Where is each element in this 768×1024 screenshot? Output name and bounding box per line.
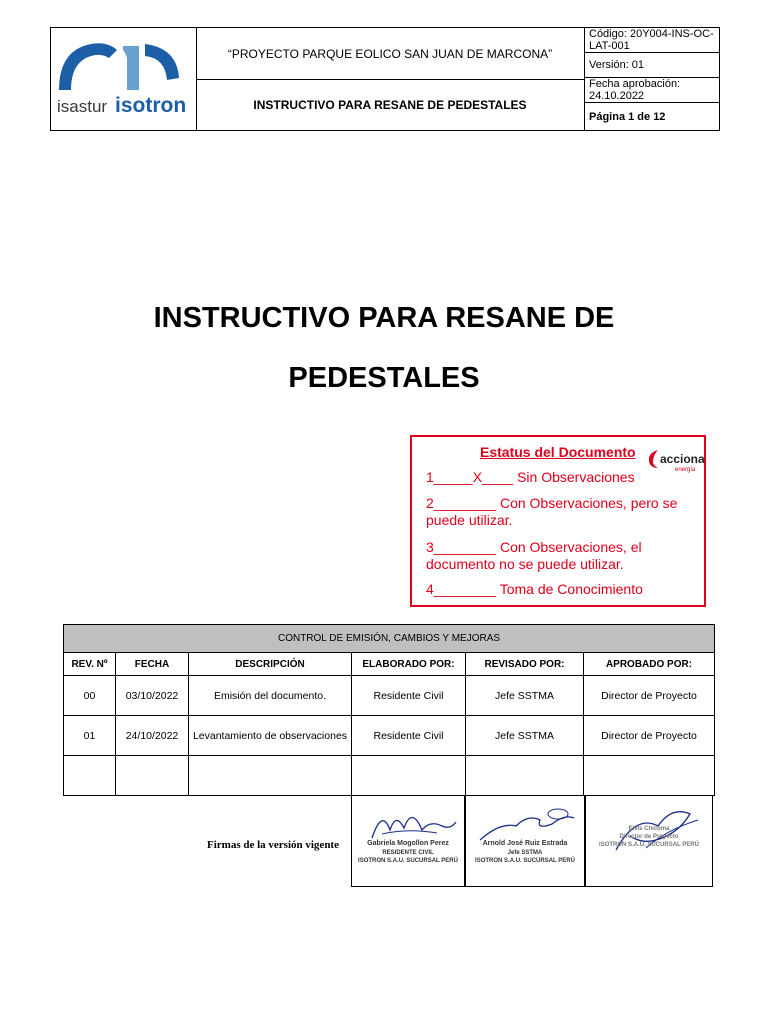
doc-version: Versión: 01	[584, 53, 719, 78]
signature-box-aprobado	[585, 795, 713, 887]
acciona-brand-sub: energía	[675, 467, 696, 473]
header-middle	[196, 28, 585, 130]
signature-box-revisado	[465, 795, 585, 887]
cell-fecha	[116, 756, 189, 796]
signer-2-role: Jefe SSTMA	[507, 850, 543, 856]
document-title-line1: INSTRUCTIVO PARA RESANE DE	[153, 302, 615, 334]
brand-isotron: isotron	[115, 94, 187, 117]
header-meta	[584, 28, 719, 130]
document-header	[50, 27, 720, 131]
doc-code: Código: 20Y004-INS-OC-LAT-001	[584, 28, 719, 53]
cell-rev: 01	[64, 716, 116, 756]
cell-descripcion: Emisión del documento.	[189, 676, 352, 716]
cell-descripcion: Levantamiento de observaciones	[189, 716, 352, 756]
signer-3-role: Director de Proyecto	[619, 834, 679, 840]
cell-elaborado: Residente Civil	[352, 676, 466, 716]
header-descripcion: DESCRIPCIÓN	[189, 653, 352, 676]
status-item-1: 1_____X____ Sin Observaciones	[426, 469, 635, 485]
brand-isastur: isastur	[57, 97, 108, 116]
table-row	[64, 756, 715, 796]
cell-aprobado	[584, 756, 715, 796]
status-item-2: 2________ Con Observaciones, pero se puede utilizar.	[426, 495, 678, 528]
header-fecha: FECHA	[116, 653, 189, 676]
approval-date: Fecha aprobación: 24.10.2022	[584, 78, 719, 103]
signer-3-company: ISOTRON S.A.U. SUCURSAL PERÚ	[599, 842, 699, 848]
signer-3-name: Elvis Chicoma	[628, 826, 670, 832]
page-number: Página 1 de 12	[589, 110, 666, 123]
control-table	[63, 624, 715, 796]
signer-1-company: ISOTRON S.A.U. SUCURSAL PERÚ	[358, 858, 458, 864]
cell-fecha: 03/10/2022	[116, 676, 189, 716]
cell-rev	[64, 756, 116, 796]
signer-2-name: Arnold José Ruiz Estrada	[482, 840, 568, 847]
table-row	[64, 716, 715, 756]
cell-revisado: Jefe SSTMA	[466, 676, 584, 716]
signer-1-role: RESIDENTE CIVIL	[382, 850, 434, 856]
cell-elaborado: Residente Civil	[352, 716, 466, 756]
signer-1-name: Gabriela Mogollon Perez	[367, 840, 449, 847]
cell-revisado	[466, 756, 584, 796]
document-title-line2: PEDESTALES	[288, 362, 480, 394]
header-aprobado: APROBADO POR:	[584, 653, 715, 676]
signature-box-elaborado	[351, 795, 465, 887]
control-caption-row	[64, 625, 715, 653]
signatures-label: Firmas de la versión vigente	[207, 839, 339, 851]
header-elaborado: ELABORADO POR:	[352, 653, 466, 676]
cell-elaborado	[352, 756, 466, 796]
signer-2-company: ISOTRON S.A.U. SUCURSAL PERÚ	[475, 858, 575, 864]
table-row	[64, 676, 715, 716]
cell-fecha: 24/10/2022	[116, 716, 189, 756]
cell-rev: 00	[64, 676, 116, 716]
control-caption: CONTROL DE EMISIÓN, CAMBIOS Y MEJORAS	[64, 625, 715, 653]
status-item-4: 4________ Toma de Conocimiento	[426, 581, 643, 597]
project-name: “PROYECTO PARQUE EOLICO SAN JUAN DE MARCONA”	[196, 28, 584, 80]
acciona-brand: acciona	[660, 452, 705, 466]
header-revisado: REVISADO POR:	[466, 653, 584, 676]
header-rev: REV. Nº	[64, 653, 116, 676]
status-item-3: 3________ Con Observaciones, el documento no se puede utilizar.	[426, 539, 642, 572]
cell-aprobado: Director de Proyecto	[584, 716, 715, 756]
cell-descripcion	[189, 756, 352, 796]
header-doc-title: INSTRUCTIVO PARA RESANE DE PEDESTALES	[253, 98, 527, 112]
status-title: Estatus del Documento	[480, 444, 636, 460]
cell-aprobado: Director de Proyecto	[584, 676, 715, 716]
control-header-row	[64, 653, 715, 676]
document-status-box	[410, 435, 706, 607]
cell-revisado: Jefe SSTMA	[466, 716, 584, 756]
logo-cell	[51, 28, 197, 130]
